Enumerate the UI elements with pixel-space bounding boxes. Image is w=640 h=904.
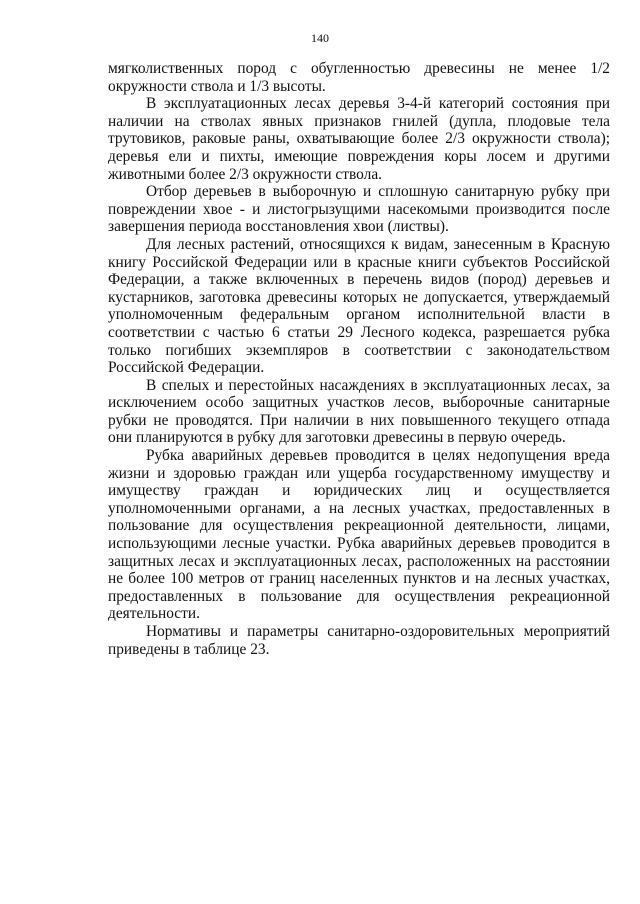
paragraph-2: В эксплуатационных лесах деревья 3-4-й категорий состояния при наличии на стволах явных признаков гнилей (дупла, плодовые тела трутовиков, раковые раны, охватывающие более 2/3 окружности ствола); деревья ели и пихты, имеющие повреждения коры лосем и другими животными более 2/3 окружности ствола.: [108, 95, 610, 183]
paragraph-6: Рубка аварийных деревьев проводится в целях недопущения вреда жизни и здоровью граждан или ущерба государственному имуществу и имуществу граждан и юридических лиц и осуществляется уполномоченными органами, а на лесных участках, предоставленных в пользование для осуществления рекреационной деятельности, лицами, использующими лесные участки. Рубка аварийных деревьев проводится в защитных лесах и эксплуатационных лесах, расположенных на расстоянии не более 100 метров от границ населенных пунктов и на лесных участках, предоставленных в пользование для осуществления рекреационной деятельности.: [108, 447, 610, 623]
paragraph-3: Отбор деревьев в выборочную и сплошную санитарную рубку при повреждении хвое - и листогрызущими насекомыми производится после завершения периода восстановления хвои (листвы).: [108, 183, 610, 236]
paragraph-7: Нормативы и параметры санитарно-оздоровительных мероприятий приведены в таблице 23.: [108, 623, 610, 658]
document-body: [108, 60, 610, 658]
paragraph-1: мягколиственных пород с обугленностью древесины не менее 1/2 окружности ствола и 1/3 высоты.: [108, 60, 610, 95]
paragraph-4: Для лесных растений, относящихся к видам, занесенным в Красную книгу Российской Федерации или в красные книги субъектов Российской Федерации, а также включенных в перечень видов (пород) деревьев и кустарников, заготовка древесины которых не допускается, утверждаемый уполномоченным федеральным органом исполнительной власти в соответствии с частью 6 статьи 29 Лесного кодекса, разрешается рубка только погибших экземпляров в соответствии с законодательством Российской Федерации.: [108, 235, 610, 377]
paragraph-5: В спелых и перестойных насаждениях в эксплуатационных лесах, за исключением особо защитных участков лесов, выборочные санитарные рубки не проводятся. При наличии в них повышенного текущего отпада они планируются в рубку для заготовки древесины в первую очередь.: [108, 376, 610, 447]
page-number: 140: [311, 31, 329, 45]
